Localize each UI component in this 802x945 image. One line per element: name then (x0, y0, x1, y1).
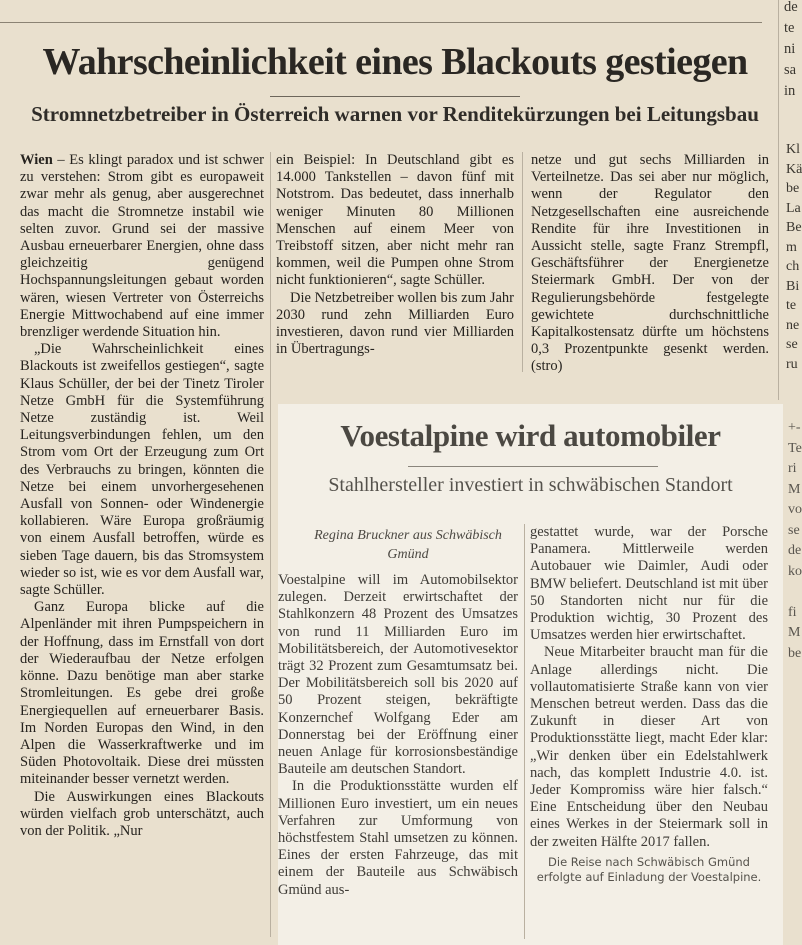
article2-footnote: Die Reise nach Schwäbisch Gmünd erfolgte auf Einladung der Voestalpine. (536, 854, 762, 884)
headline-rule (408, 466, 658, 467)
article2-byline: Regina Bruckner aus Schwäbisch Gmünd (314, 528, 502, 562)
paragraph (20, 152, 264, 341)
article2-subheadline: Stahlhersteller investiert in schwäbischen Standort (328, 474, 733, 496)
paragraph: Die Netzbetreiber wollen bis zum Jahr 2030 rund zehn Milliarden Euro investieren, davon rund vier Milliarden in Übertragungs- (276, 289, 514, 358)
article1-headline: Wahrscheinlichkeit eines Blackouts gestiegen (42, 41, 748, 83)
paragraph: gestattet wurde, war der Porsche Panamera. Mittlerweile werden Autobauer wie Daimler, Audi oder BMW beliefert. Deutschland ist mit über 50 Standorten nicht nur für die Produktion wichtig, 30 Prozent des Umsatzes werden hier erwirtschaftet. (530, 524, 768, 644)
article1-subheadline: Stromnetzbetreiber in Österreich warnen vor Renditekürzungen bei Leitungsbau (31, 102, 759, 126)
top-rule (0, 22, 762, 23)
article2-column-1 (278, 572, 518, 899)
edge-fragment-top: de te ni sa in (784, 0, 798, 99)
paragraph: ein Beispiel: In Deutschland gibt es 14.000 Tankstellen – davon fünf mit Notstrom. Das bedeutet, dass innerhalb weniger Minuten 80 Millionen Menschen auf einem Meer von Treibstoff sitzen, aber nicht mehr ran kommen, weil die Pumpen ohne Strom nicht funktionieren“, sagte Schüller. (276, 152, 514, 289)
column-divider (778, 0, 779, 400)
article1-column-3 (531, 152, 769, 376)
article2-headline: Voestalpine wird automobiler (340, 418, 721, 453)
paragraph-text: – Es klingt paradox und ist schwer zu verstehen: Strom gibt es europaweit zwar mehr als genug, aber ausgerechnet das macht die Stromnetze instabil wie selten zuvor. Grund sei der massive Ausbau erneuerbarer Energien, ohne dass gleichzeitig genügend Hochspannungsleitungen gebaut worden wären, wiesen Vertreter von Österreichs Energie Mittwochabend auf eine immer brenzliger werdende Situation hin. (20, 152, 264, 341)
paragraph: „Die Wahrscheinlichkeit eines Blackouts ist zweifellos gestiegen“, sagte Klaus Schüller, der bei der Tinetz Tiroler Netze GmbH für die Systemführung Netze zuständig ist. Weil Leitungsverbindungen fehlen, um den Strom vom Ort der Erzeugung zum Ort des Verbrauchs zu bringen, könnten die Netze bei einem unvorhergesehenen Ausfall von Sonnen- oder Windenergie kollabieren. Wäre Europa großräumig von einem Ausfall betroffen, würde es sieben Tage dauern, bis das Stromsystem wieder so ist, wie es vor dem Ausfall war, sagte Schüller. (20, 341, 264, 599)
dateline: Wien (20, 152, 53, 168)
column-divider (270, 152, 271, 937)
article1-column-1 (20, 152, 264, 840)
paragraph: Voestalpine will im Automobilsektor zulegen. Derzeit erwirtschaftet der Stahlkonzern 48 Prozent des Umsatzes von rund 11 Milliarden Euro im Mobilitätsbereich, der Automotivesektor trägt 32 Prozent zum Gesamtumsatz bei. Der Mobilitätsbereich soll bis 2020 auf 50 Prozent steigen, bekräftigte Konzernchef Wolfgang Eder am Donnerstag bei der Eröffnung einer neuen Anlage für korrosionsbeständige Bauteile am deutschen Standort. (278, 572, 518, 778)
paragraph: Neue Mitarbeiter braucht man für die Anlage allerdings nicht. Die vollautomatisierte Straße kann von vier Menschen betreut werden. Dass das die Zukunft in dieser Art von Produktionsstätte liegt, macht Eder klar: „Wir denken über ein Edelstahlwerk nach, das komplett Industrie 4.0. ist. Jeder Kompromiss wäre hier falsch.“ Eine Entscheidung über den Neubau eines Werkes in der Steiermark soll in der zweiten Hälfte 2017 fallen. (530, 644, 768, 850)
article2-column-2 (530, 524, 768, 885)
article1-column-2 (276, 152, 514, 358)
column-divider (522, 152, 523, 372)
paragraph: Die Auswirkungen eines Blackouts würden vielfach grob unterschätzt, auch von der Politik. „Nur (20, 788, 264, 839)
article2-box (278, 404, 783, 945)
headline-rule (270, 96, 520, 97)
edge-fragment-bottom: +- Te ri M vo se de ko fi M be (788, 420, 802, 661)
edge-fragment-middle: Kl Kä be La Be m ch Bi te ne se ru (786, 142, 802, 372)
column-divider (524, 524, 525, 939)
paragraph: Ganz Europa blicke auf die Alpenländer mit ihren Pumpspeichern in der Hoffnung, dass im Ernstfall von dort der Wiederaufbau der Netze erfolgen könne. Dazu benötige man aber starke Stromleitungen. Es gebe drei große Energiequellen auf erneuerbarer Basis. Im Norden Europas den Wind, in den Alpen die Wasserkraftwerke und im Süden Photovoltaik. Diese drei müssten miteinander besser vernetzt werden. (20, 599, 264, 788)
paragraph: netze und gut sechs Milliarden in Verteilnetze. Das sei aber nur möglich, wenn der Regulator den Netzgesellschaften eine ausreichende Rendite für ihre Investitionen in Aussicht stelle, sagte Franz Strempfl, Geschäftsführer der Energienetze Steiermark GmbH. Der von der Regulierungsbehörde festgelegte gewichtete durchschnittliche Kapitalkostensatz dürfte um höchstens 0,3 Prozentpunkte gesenkt werden. (stro) (531, 152, 769, 375)
paragraph: In die Produktionsstätte wurden elf Millionen Euro investiert, um ein neues Verfahren zur Umformung von höchstfestem Stahl umsetzen zu können. Eines der ersten Fahrzeuge, das mit einem der Bauteile aus Schwäbisch Gmünd aus- (278, 778, 518, 898)
